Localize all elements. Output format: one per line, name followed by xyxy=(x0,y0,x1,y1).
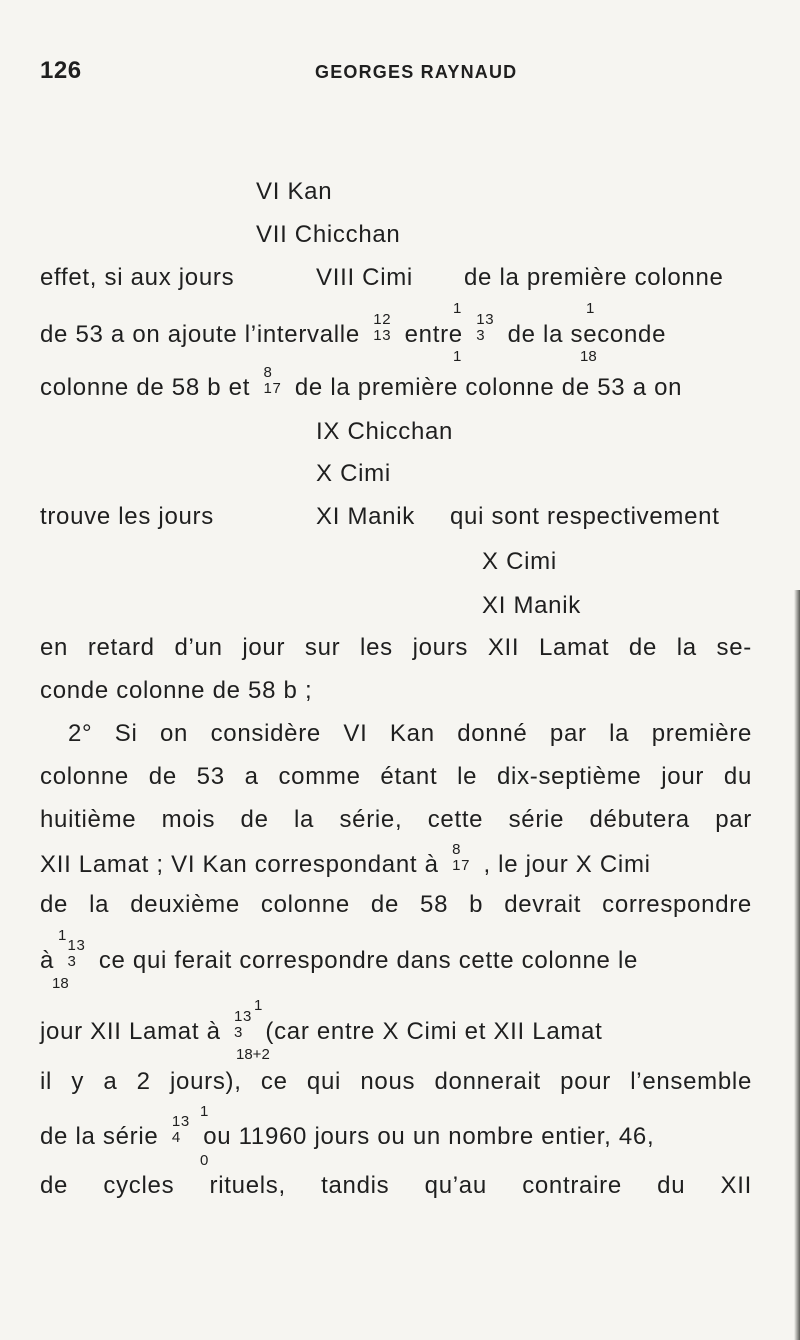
fraction-top: 13 xyxy=(476,311,495,328)
text-line-14: colonne de 53 a comme étant le dix-septième jour du xyxy=(40,763,752,790)
fraction-bottom: 3 xyxy=(476,327,486,344)
fraction-top: 8 xyxy=(263,364,273,381)
day-xi-manik: XI Manik xyxy=(316,503,415,530)
text-line-18 xyxy=(40,937,639,977)
running-head: GEORGES RAYNAUD xyxy=(315,62,518,82)
text-line-17: de la deuxième colonne de 58 b devrait correspondre xyxy=(40,891,752,918)
text-fragment: de la série xyxy=(40,1123,159,1150)
marginal-number: 1 xyxy=(254,997,263,1014)
text-line-8c: qui sont respectivement xyxy=(450,503,720,530)
text-fragment: jour XII Lamat à xyxy=(40,1018,221,1045)
text-fragment: ou 11960 jours ou un nombre entier, 46, xyxy=(203,1123,655,1150)
text-fragment: de la première colonne de 53 a on xyxy=(294,374,683,401)
day-viii-cimi: VIII Cimi xyxy=(316,264,413,291)
day-vii-chicchan: VII Chicchan xyxy=(256,221,401,248)
text-line-22: de cycles rituels, tandis qu’au contraire du XII xyxy=(40,1172,752,1199)
fraction-top: 13 xyxy=(171,1113,190,1130)
text-line-20: il y a 2 jours), ce qui nous donnerait pour l’ensemble xyxy=(40,1068,752,1095)
fraction-top: 8 xyxy=(452,841,462,858)
marginal-number: 18+2 xyxy=(236,1046,270,1063)
marginal-number: 1 xyxy=(453,348,462,365)
text-fragment: entre xyxy=(404,321,463,348)
fraction xyxy=(232,1008,254,1043)
fraction-bottom: 17 xyxy=(263,380,282,397)
text-fragment: de la seconde xyxy=(507,321,667,348)
day-xi-manik-2: XI Manik xyxy=(482,592,581,619)
fraction xyxy=(450,841,472,876)
text-fragment: XII Lamat ; VI Kan correspondant à xyxy=(40,851,439,878)
day-ix-chicchan: IX Chicchan xyxy=(316,418,454,445)
marginal-number: 1 xyxy=(58,927,67,944)
fraction xyxy=(170,1113,192,1148)
fraction xyxy=(474,311,496,346)
day-vi-kan: VI Kan xyxy=(256,178,333,205)
fraction-bottom: 13 xyxy=(373,327,392,344)
text-line-5 xyxy=(40,364,683,404)
text-line-8a: trouve les jours xyxy=(40,503,214,530)
text-fragment: de 53 a on ajoute l’intervalle xyxy=(40,321,360,348)
text-fragment: , le jour X Cimi xyxy=(483,851,651,878)
fraction-top: 13 xyxy=(234,1008,253,1025)
text-line-3c: de la première colonne xyxy=(464,264,724,291)
text-line-19 xyxy=(40,1008,603,1048)
text-fragment: colonne de 58 b et xyxy=(40,374,251,401)
page-edge-shadow xyxy=(794,590,800,1340)
text-line-12: conde colonne de 58 b ; xyxy=(40,677,313,704)
text-fragment: ce qui ferait correspondre dans cette colonne le xyxy=(98,947,639,974)
page-number: 126 xyxy=(40,57,82,84)
day-x-cimi-2: X Cimi xyxy=(482,548,557,575)
marginal-number: 18 xyxy=(52,975,69,992)
text-line-11: en retard d’un jour sur les jours XII Lamat de la se- xyxy=(40,634,752,661)
fraction xyxy=(65,937,87,972)
fraction-bottom: 17 xyxy=(452,857,471,874)
text-line-13: 2° Si on considère VI Kan donné par la première xyxy=(68,720,752,747)
text-line-3a: effet, si aux jours xyxy=(40,264,235,291)
text-line-15: huitième mois de la série, cette série débutera par xyxy=(40,806,752,833)
fraction xyxy=(371,311,393,346)
text-line-16 xyxy=(40,841,651,881)
marginal-number: 1 xyxy=(453,300,462,317)
text-fragment: à xyxy=(40,947,55,974)
marginal-number: 18 xyxy=(580,348,597,365)
fraction xyxy=(261,364,283,399)
day-x-cimi: X Cimi xyxy=(316,460,391,487)
fraction-bottom: 3 xyxy=(234,1024,244,1041)
marginal-number: 0 xyxy=(200,1152,209,1169)
text-line-4 xyxy=(40,311,667,351)
text-fragment: (car entre X Cimi et XII Lamat xyxy=(265,1018,603,1045)
marginal-number: 1 xyxy=(586,300,595,317)
fraction-bottom: 4 xyxy=(171,1129,181,1146)
marginal-number: 1 xyxy=(200,1103,209,1120)
fraction-top: 12 xyxy=(373,311,392,328)
text-line-21 xyxy=(40,1113,655,1153)
fraction-bottom: 3 xyxy=(67,953,77,970)
fraction-top: 13 xyxy=(67,937,86,954)
